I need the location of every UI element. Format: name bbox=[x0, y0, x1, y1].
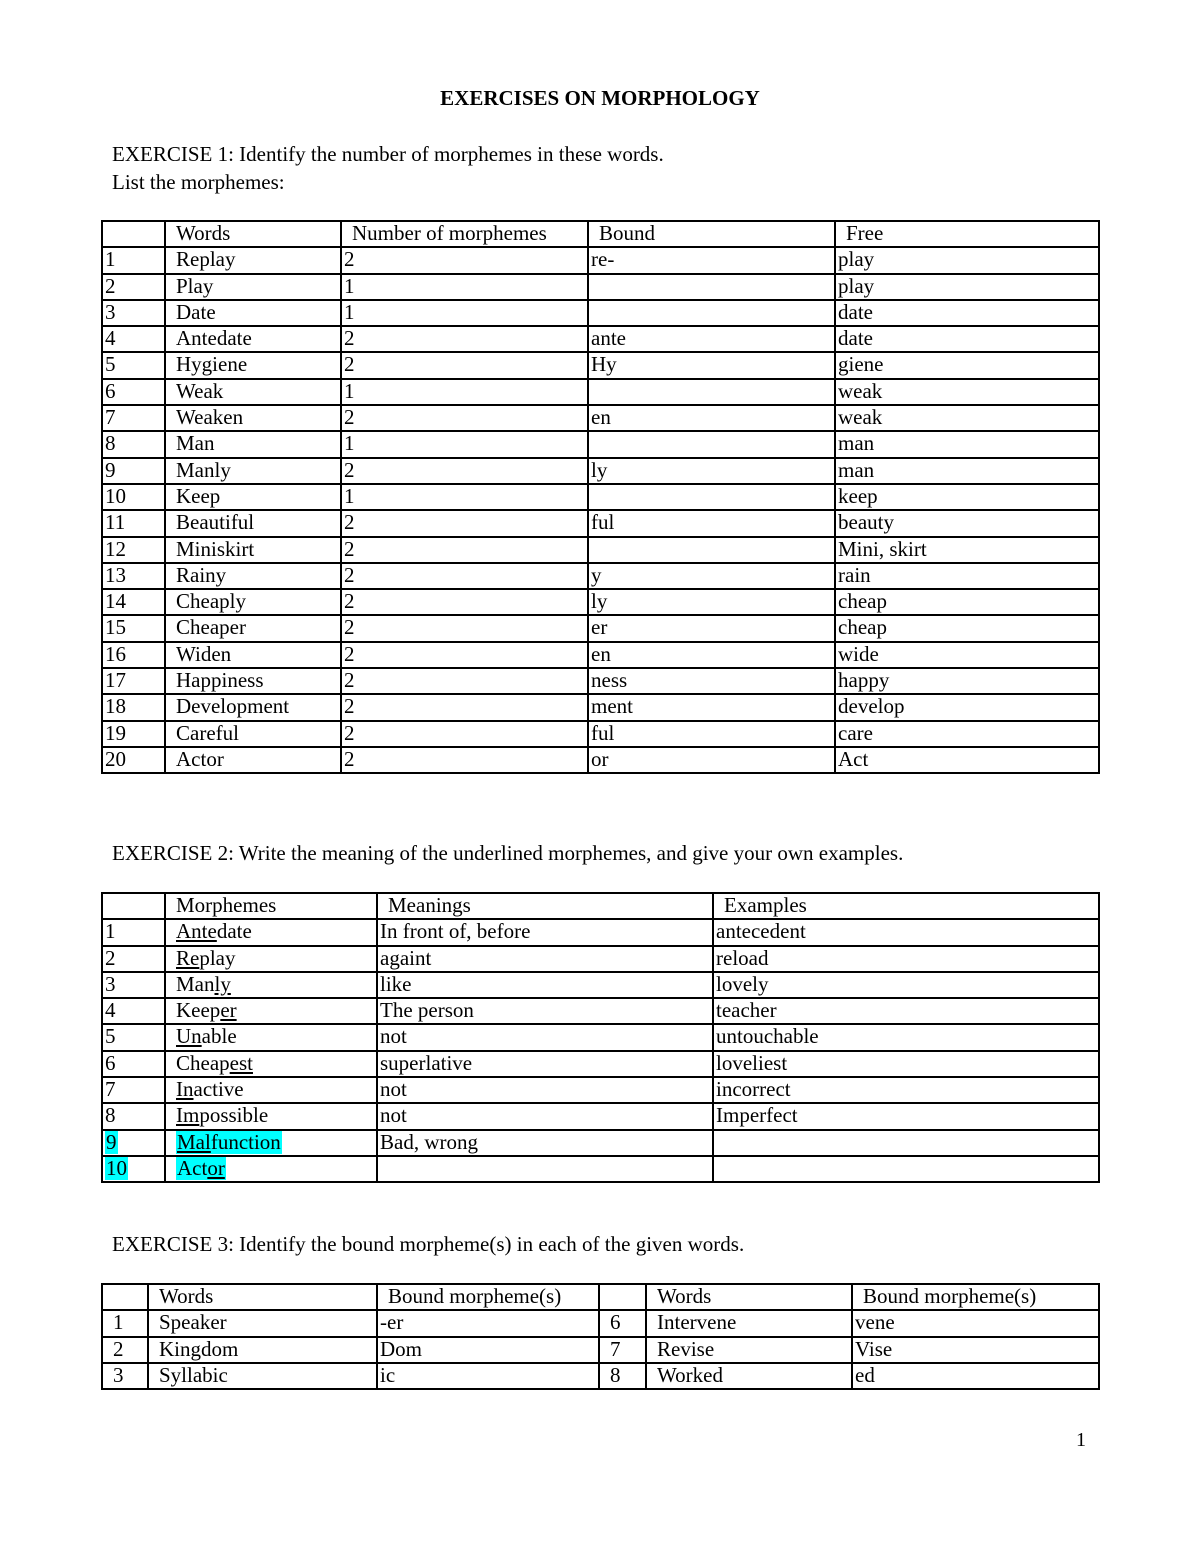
free-cell: wide bbox=[835, 642, 1099, 668]
meaning-cell: not bbox=[377, 1103, 713, 1129]
word-cell: Beautiful bbox=[165, 510, 341, 536]
morpheme-word-suffix: able bbox=[201, 1024, 237, 1049]
bound-morpheme-cell: -er bbox=[377, 1310, 599, 1336]
bound-cell: Hy bbox=[588, 352, 835, 378]
row-number: 12 bbox=[102, 537, 165, 563]
morpheme-word-prefix: Cheap bbox=[176, 1050, 230, 1075]
example-cell: Imperfect bbox=[713, 1103, 1099, 1129]
bound-cell bbox=[588, 484, 835, 510]
example-cell: antecedent bbox=[713, 919, 1099, 945]
row-number: 3 bbox=[102, 1363, 148, 1389]
bound-cell bbox=[588, 300, 835, 326]
meaning-cell: againt bbox=[377, 946, 713, 972]
word-cell: Intervene bbox=[646, 1310, 852, 1336]
row-number: 4 bbox=[102, 326, 165, 352]
morpheme-cell bbox=[165, 946, 377, 972]
free-cell: play bbox=[835, 274, 1099, 300]
table-row bbox=[102, 1363, 1099, 1389]
free-cell: keep bbox=[835, 484, 1099, 510]
row-number: 8 bbox=[599, 1363, 646, 1389]
word-cell: Keep bbox=[165, 484, 341, 510]
example-cell: teacher bbox=[713, 998, 1099, 1024]
example-cell bbox=[713, 1156, 1099, 1182]
word-cell: Man bbox=[165, 431, 341, 457]
free-cell: man bbox=[835, 458, 1099, 484]
row-number: 19 bbox=[102, 721, 165, 747]
morpheme-count-cell: 1 bbox=[341, 379, 588, 405]
morpheme-cell bbox=[165, 1024, 377, 1050]
word-cell: Play bbox=[165, 274, 341, 300]
row-number: 13 bbox=[102, 563, 165, 589]
underlined-morpheme: Mal bbox=[177, 1129, 211, 1154]
bound-morpheme-cell: ic bbox=[377, 1363, 599, 1389]
underlined-morpheme: Ante bbox=[176, 919, 217, 944]
row-number: 14 bbox=[102, 589, 165, 615]
table-row bbox=[102, 1156, 1099, 1182]
morpheme-word bbox=[176, 1051, 253, 1075]
underlined-morpheme: er bbox=[220, 998, 237, 1023]
morpheme-word-suffix: function bbox=[210, 1129, 281, 1154]
table-header-row bbox=[102, 1284, 1099, 1310]
morpheme-word bbox=[176, 1024, 237, 1048]
row-number bbox=[102, 1077, 165, 1103]
morpheme-word-prefix: Keep bbox=[176, 998, 221, 1023]
column-header bbox=[102, 1284, 148, 1310]
table-row bbox=[102, 721, 1099, 747]
word-cell: Widen bbox=[165, 642, 341, 668]
row-number: 10 bbox=[102, 484, 165, 510]
bound-cell: ly bbox=[588, 458, 835, 484]
row-number: 7 bbox=[599, 1337, 646, 1363]
morpheme-count-cell: 2 bbox=[341, 589, 588, 615]
example-cell: lovely bbox=[713, 972, 1099, 998]
morpheme-count-cell: 2 bbox=[341, 405, 588, 431]
morpheme-word-suffix: possible bbox=[199, 1103, 269, 1128]
free-cell: happy bbox=[835, 668, 1099, 694]
example-cell: loveliest bbox=[713, 1051, 1099, 1077]
table-row bbox=[102, 1077, 1099, 1103]
table-row bbox=[102, 458, 1099, 484]
morpheme-word bbox=[176, 972, 231, 996]
column-header bbox=[599, 1284, 646, 1310]
column-header: Examples bbox=[713, 893, 1099, 919]
row-number: 5 bbox=[102, 352, 165, 378]
morpheme-count-cell: 2 bbox=[341, 326, 588, 352]
column-header: Bound morpheme(s) bbox=[377, 1284, 599, 1310]
table-row bbox=[102, 352, 1099, 378]
row-number: 6 bbox=[102, 379, 165, 405]
meaning-cell: superlative bbox=[377, 1051, 713, 1077]
morpheme-word-prefix: Man bbox=[176, 971, 215, 996]
row-number-label: 1 bbox=[105, 919, 116, 944]
bound-cell: ful bbox=[588, 510, 835, 536]
exercise2-table bbox=[101, 892, 1100, 1183]
bound-cell: ful bbox=[588, 721, 835, 747]
row-number-label: 3 bbox=[105, 971, 116, 996]
table-row bbox=[102, 972, 1099, 998]
bound-cell bbox=[588, 274, 835, 300]
morpheme-word-suffix: play bbox=[199, 945, 236, 970]
table-header-row bbox=[102, 221, 1099, 247]
row-number: 3 bbox=[102, 300, 165, 326]
table-row bbox=[102, 747, 1099, 773]
morpheme-cell bbox=[165, 1077, 377, 1103]
table-row bbox=[102, 484, 1099, 510]
morpheme-cell bbox=[165, 972, 377, 998]
column-header bbox=[102, 893, 165, 919]
exercise3-table bbox=[101, 1283, 1100, 1390]
column-header bbox=[102, 221, 165, 247]
table-header-row bbox=[102, 893, 1099, 919]
underlined-morpheme: Un bbox=[176, 1024, 202, 1049]
word-cell: Speaker bbox=[148, 1310, 377, 1336]
exercise1-instruction: EXERCISE 1: Identify the number of morphemes in these words. bbox=[112, 142, 664, 166]
column-header: Bound bbox=[588, 221, 835, 247]
row-number: 15 bbox=[102, 615, 165, 641]
morpheme-count-cell: 2 bbox=[341, 721, 588, 747]
row-number-label: 10 bbox=[106, 1155, 127, 1180]
morpheme-word bbox=[176, 1077, 244, 1101]
underlined-morpheme: Re bbox=[176, 945, 200, 970]
word-cell: Kingdom bbox=[148, 1337, 377, 1363]
morpheme-count-cell: 2 bbox=[341, 510, 588, 536]
morpheme-word bbox=[176, 919, 252, 943]
underlined-morpheme: est bbox=[229, 1050, 253, 1075]
table-row bbox=[102, 379, 1099, 405]
row-number: 2 bbox=[102, 1337, 148, 1363]
row-number bbox=[102, 919, 165, 945]
word-cell: Worked bbox=[646, 1363, 852, 1389]
word-cell: Replay bbox=[165, 247, 341, 273]
example-cell: reload bbox=[713, 946, 1099, 972]
bound-cell: en bbox=[588, 642, 835, 668]
row-number bbox=[102, 1130, 165, 1156]
word-cell: Revise bbox=[646, 1337, 852, 1363]
row-number-label: 5 bbox=[105, 1024, 116, 1049]
column-header: Morphemes bbox=[165, 893, 377, 919]
row-number-label: 9 bbox=[106, 1129, 117, 1154]
column-header: Free bbox=[835, 221, 1099, 247]
free-cell: man bbox=[835, 431, 1099, 457]
table-row bbox=[102, 668, 1099, 694]
bound-cell: ante bbox=[588, 326, 835, 352]
exercise1-subinstruction: List the morphemes: bbox=[112, 170, 285, 194]
column-header: Words bbox=[646, 1284, 852, 1310]
table-row bbox=[102, 405, 1099, 431]
row-number: 17 bbox=[102, 668, 165, 694]
word-cell: Antedate bbox=[165, 326, 341, 352]
morpheme-cell bbox=[165, 1130, 377, 1156]
free-cell: date bbox=[835, 326, 1099, 352]
example-cell bbox=[713, 1130, 1099, 1156]
example-cell: incorrect bbox=[713, 1077, 1099, 1103]
word-cell: Actor bbox=[165, 747, 341, 773]
table-row bbox=[102, 1051, 1099, 1077]
free-cell: weak bbox=[835, 379, 1099, 405]
table-row bbox=[102, 537, 1099, 563]
row-number bbox=[102, 1156, 165, 1182]
row-number-label: 2 bbox=[105, 945, 116, 970]
meaning-cell bbox=[377, 1156, 713, 1182]
table-row bbox=[102, 998, 1099, 1024]
free-cell: cheap bbox=[835, 589, 1099, 615]
word-cell: Date bbox=[165, 300, 341, 326]
free-cell: Mini, skirt bbox=[835, 537, 1099, 563]
row-number bbox=[102, 972, 165, 998]
row-number: 1 bbox=[102, 247, 165, 273]
table-row bbox=[102, 1310, 1099, 1336]
morpheme-cell bbox=[165, 919, 377, 945]
table-row bbox=[102, 1024, 1099, 1050]
table-row bbox=[102, 247, 1099, 273]
word-cell: Weaken bbox=[165, 405, 341, 431]
word-cell: Careful bbox=[165, 721, 341, 747]
exercise3-instruction: EXERCISE 3: Identify the bound morpheme(s) in each of the given words. bbox=[112, 1232, 745, 1256]
free-cell: Act bbox=[835, 747, 1099, 773]
word-cell: Development bbox=[165, 694, 341, 720]
row-number-label: 7 bbox=[105, 1077, 116, 1102]
table-row bbox=[102, 946, 1099, 972]
word-cell: Hygiene bbox=[165, 352, 341, 378]
free-cell: date bbox=[835, 300, 1099, 326]
word-cell: Weak bbox=[165, 379, 341, 405]
meaning-cell: not bbox=[377, 1077, 713, 1103]
row-number bbox=[102, 1103, 165, 1129]
bound-cell: or bbox=[588, 747, 835, 773]
row-number-label: 8 bbox=[105, 1103, 116, 1128]
word-cell: Miniskirt bbox=[165, 537, 341, 563]
row-number: 6 bbox=[599, 1310, 646, 1336]
morpheme-count-cell: 2 bbox=[341, 747, 588, 773]
morpheme-count-cell: 1 bbox=[341, 484, 588, 510]
morpheme-count-cell: 2 bbox=[341, 615, 588, 641]
table-row bbox=[102, 326, 1099, 352]
morpheme-count-cell: 1 bbox=[341, 274, 588, 300]
table-row bbox=[102, 694, 1099, 720]
bound-morpheme-cell: ed bbox=[852, 1363, 1099, 1389]
morpheme-count-cell: 1 bbox=[341, 431, 588, 457]
morpheme-cell bbox=[165, 1051, 377, 1077]
exercise1-table bbox=[101, 220, 1100, 774]
word-cell: Cheaper bbox=[165, 615, 341, 641]
table-row bbox=[102, 919, 1099, 945]
bound-morpheme-cell: vene bbox=[852, 1310, 1099, 1336]
bound-cell: er bbox=[588, 615, 835, 641]
free-cell: care bbox=[835, 721, 1099, 747]
free-cell: cheap bbox=[835, 615, 1099, 641]
bound-morpheme-cell: Vise bbox=[852, 1337, 1099, 1363]
free-cell: develop bbox=[835, 694, 1099, 720]
word-cell: Syllabic bbox=[148, 1363, 377, 1389]
bound-morpheme-cell: Dom bbox=[377, 1337, 599, 1363]
table-row bbox=[102, 300, 1099, 326]
document-title: EXERCISES ON MORPHOLOGY bbox=[440, 86, 760, 110]
underlined-morpheme: or bbox=[207, 1155, 225, 1180]
word-cell: Rainy bbox=[165, 563, 341, 589]
table-row bbox=[102, 274, 1099, 300]
column-header: Words bbox=[148, 1284, 377, 1310]
table-row bbox=[102, 431, 1099, 457]
row-number: 11 bbox=[102, 510, 165, 536]
meaning-cell: Bad, wrong bbox=[377, 1130, 713, 1156]
free-cell: beauty bbox=[835, 510, 1099, 536]
row-number: 9 bbox=[102, 458, 165, 484]
morpheme-count-cell: 2 bbox=[341, 247, 588, 273]
row-number: 2 bbox=[102, 274, 165, 300]
morpheme-cell bbox=[165, 998, 377, 1024]
table-row bbox=[102, 563, 1099, 589]
column-header: Words bbox=[165, 221, 341, 247]
row-number: 8 bbox=[102, 431, 165, 457]
bound-cell bbox=[588, 537, 835, 563]
morpheme-word-suffix: date bbox=[216, 919, 252, 944]
bound-cell bbox=[588, 379, 835, 405]
table-row bbox=[102, 1130, 1099, 1156]
bound-cell: ness bbox=[588, 668, 835, 694]
bound-cell bbox=[588, 431, 835, 457]
bound-cell: ment bbox=[588, 694, 835, 720]
morpheme-count-cell: 2 bbox=[341, 563, 588, 589]
free-cell: giene bbox=[835, 352, 1099, 378]
meaning-cell: The person bbox=[377, 998, 713, 1024]
morpheme-count-cell: 1 bbox=[341, 300, 588, 326]
morpheme-word bbox=[176, 946, 235, 970]
table-row bbox=[102, 589, 1099, 615]
word-cell: Happiness bbox=[165, 668, 341, 694]
row-number bbox=[102, 946, 165, 972]
word-cell: Cheaply bbox=[165, 589, 341, 615]
row-number: 16 bbox=[102, 642, 165, 668]
morpheme-word-prefix: Act bbox=[177, 1155, 208, 1180]
morpheme-word bbox=[176, 1156, 226, 1180]
exercise2-instruction: EXERCISE 2: Write the meaning of the underlined morphemes, and give your own examples. bbox=[112, 841, 904, 865]
table-row bbox=[102, 615, 1099, 641]
table-row bbox=[102, 510, 1099, 536]
meaning-cell: In front of, before bbox=[377, 919, 713, 945]
row-number: 7 bbox=[102, 405, 165, 431]
row-number-label: 4 bbox=[105, 998, 116, 1023]
morpheme-word bbox=[176, 1103, 268, 1127]
table-row bbox=[102, 1103, 1099, 1129]
morpheme-cell bbox=[165, 1103, 377, 1129]
underlined-morpheme: Im bbox=[176, 1103, 200, 1128]
morpheme-word bbox=[176, 1130, 282, 1154]
free-cell: weak bbox=[835, 405, 1099, 431]
morpheme-word-suffix: active bbox=[193, 1077, 244, 1102]
morpheme-count-cell: 2 bbox=[341, 352, 588, 378]
word-cell: Manly bbox=[165, 458, 341, 484]
free-cell: play bbox=[835, 247, 1099, 273]
morpheme-word bbox=[176, 998, 237, 1022]
column-header: Number of morphemes bbox=[341, 221, 588, 247]
free-cell: rain bbox=[835, 563, 1099, 589]
underlined-morpheme: In bbox=[176, 1077, 194, 1102]
morpheme-count-cell: 2 bbox=[341, 458, 588, 484]
row-number bbox=[102, 998, 165, 1024]
row-number-label: 6 bbox=[105, 1050, 116, 1075]
morpheme-count-cell: 2 bbox=[341, 537, 588, 563]
morpheme-count-cell: 2 bbox=[341, 642, 588, 668]
column-header: Bound morpheme(s) bbox=[852, 1284, 1099, 1310]
bound-cell: y bbox=[588, 563, 835, 589]
page-number: 1 bbox=[1076, 1429, 1086, 1451]
meaning-cell: like bbox=[377, 972, 713, 998]
example-cell: untouchable bbox=[713, 1024, 1099, 1050]
meaning-cell: not bbox=[377, 1024, 713, 1050]
morpheme-count-cell: 2 bbox=[341, 668, 588, 694]
row-number: 1 bbox=[102, 1310, 148, 1336]
column-header: Meanings bbox=[377, 893, 713, 919]
row-number bbox=[102, 1051, 165, 1077]
morpheme-count-cell: 2 bbox=[341, 694, 588, 720]
row-number: 20 bbox=[102, 747, 165, 773]
bound-cell: en bbox=[588, 405, 835, 431]
morpheme-cell bbox=[165, 1156, 377, 1182]
table-row bbox=[102, 1337, 1099, 1363]
underlined-morpheme: ly bbox=[214, 971, 231, 996]
table-row bbox=[102, 642, 1099, 668]
row-number bbox=[102, 1024, 165, 1050]
row-number: 18 bbox=[102, 694, 165, 720]
bound-cell: ly bbox=[588, 589, 835, 615]
bound-cell: re- bbox=[588, 247, 835, 273]
